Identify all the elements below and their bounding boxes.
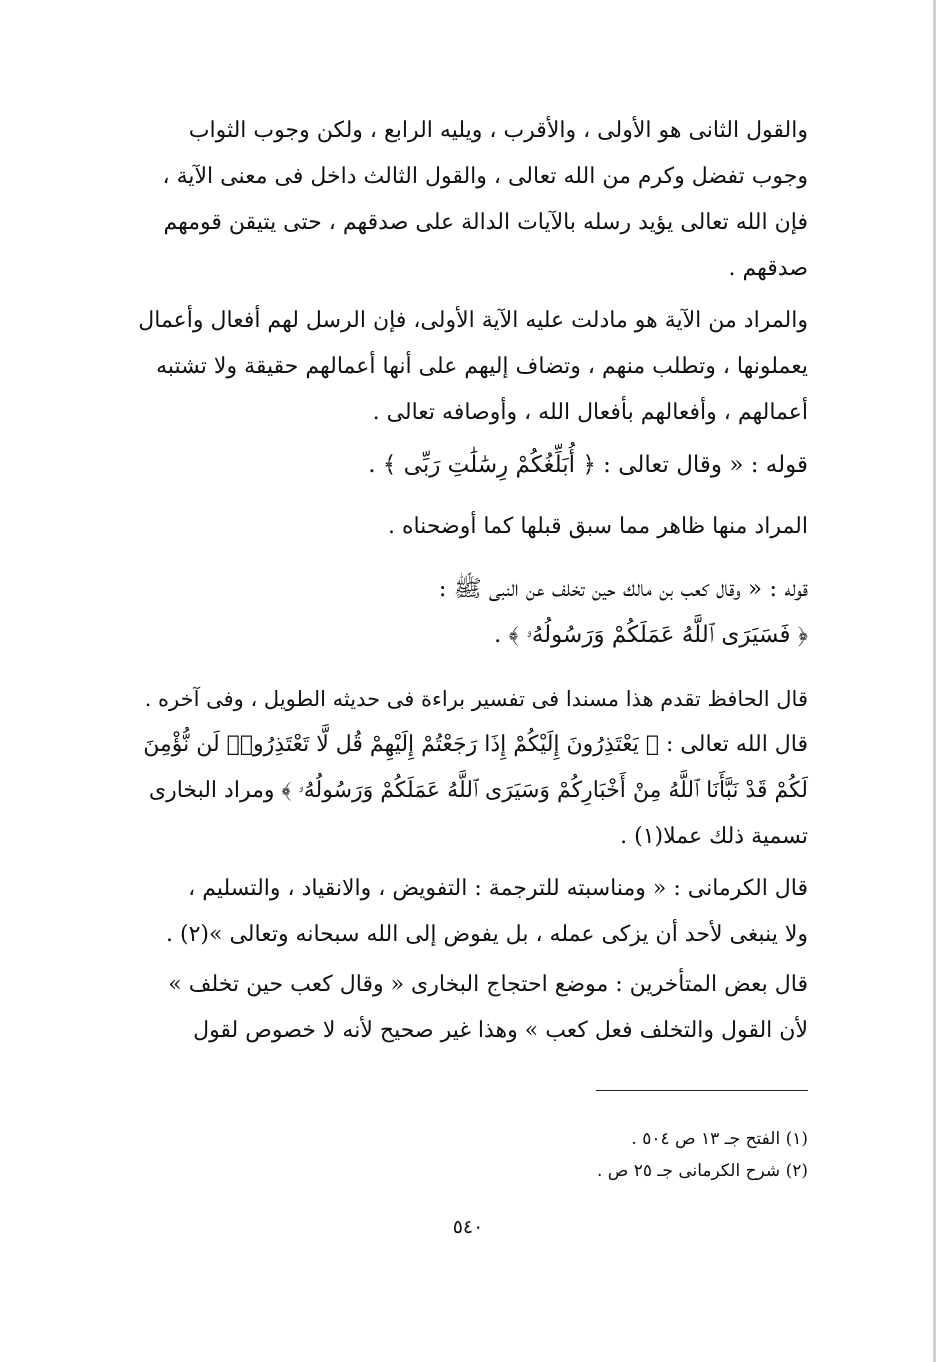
paragraph-8 [132, 962, 808, 1054]
text-line: أعمالهم ، وأفعالهم بأفعال الله ، وأوصافه تعالى . [372, 400, 808, 425]
text-line: يعملونها ، وتطلب منهم ، وتضاف إليهم على أنها أعمالهم حقيقة ولا تشتبه [156, 354, 808, 379]
page-number: ٥٤٠ [452, 1216, 484, 1238]
paragraph-2 [132, 298, 808, 436]
text-line: ﴿ فَسَيَرَى ٱللَّهُ عَمَلَكُمْ وَرَسُولُهُۥ ﴾ . [493, 622, 808, 648]
text-line: لأن القول والتخلف فعل كعب » وهذا غير صحيح لأنه لا خصوص لقول [193, 1018, 808, 1043]
text-line: قال الحافظ تقدم هذا مسندا فى تفسير براءة فى حديثه الطويل ، وفى آخره . [144, 687, 808, 711]
text-line: تسمية ذلك عملا(١) . [620, 824, 808, 849]
paragraph-7 [132, 866, 808, 958]
footnote-1: (١) الفتح جـ ١٣ ص ٥٠٤ . [631, 1129, 808, 1149]
text-line: والقول الثانى هو الأولى ، والأقرب ، ويليه الرابع ، ولكن وجوب الثواب [188, 118, 808, 143]
text-line: قوله : « وقال تعالى : ﴿ أُبَلِّغُكُمْ رِسَٰلَٰتِ رَبِّى ﴾ . [368, 452, 808, 478]
text-line: قال الله تعالى : ﴿ يَعْتَذِرُونَ إِلَيْكُمْ إِذَا رَجَعْتُمْ إِلَيْهِمْ قُل لَّا تَعْتَذِرُوا۟ لَن نُّؤْمِنَ [143, 732, 808, 757]
text-line: قال الكرمانى : « ومناسبته للترجمة : التفويض ، والانقياد ، والتسليم ، [188, 876, 808, 901]
text-line: وجوب تفضل وكرم من الله تعالى ، والقول الثالث داخل فى معنى الآية ، [162, 164, 808, 189]
text-line: والمراد من الآية هو مادلت عليه الآية الأولى، فإن الرسل لهم أفعال وأعمال [138, 308, 808, 333]
text-line: ولا ينبغى لأحد أن يزكى عمله ، بل يفوض إلى الله سبحانه وتعالى »(٢) . [166, 922, 808, 947]
text-line: فإن الله تعالى يؤيد رسله بالآيات الدالة على صدقهم ، حتى يتيقن قومهم [163, 210, 808, 235]
text-line: المراد منها ظاهر مما سبق قبلها كما أوضحناه . [387, 514, 808, 539]
paragraph-5-verse-quote [132, 566, 808, 658]
text-line: صدقهم . [728, 256, 808, 281]
paragraph-6 [132, 676, 808, 860]
paragraph-1 [132, 108, 808, 292]
text-line: لَكُمْ قَدْ نَبَّأَنَا ٱللَّهُ مِنْ أَخْبَارِكُمْ وَسَيَرَى ٱللَّهُ عَمَلَكُمْ وَرَسُولُهُۥ ﴾ ومراد البخارى [148, 778, 808, 803]
footnote-2: (٢) شرح الكرمانى جـ ٢٥ ص . [596, 1161, 808, 1181]
paragraph-4 [132, 504, 808, 550]
paragraph-3-verse-quote [132, 442, 808, 488]
text-line: قال بعض المتأخرين : موضع احتجاج البخارى « وقال كعب حين تخلف » [168, 972, 808, 997]
text-line: قوله : « وقال كعب بن مالك حين تخلف عن النبى ﷺ : [438, 576, 808, 602]
footnote-separator [596, 1090, 808, 1091]
